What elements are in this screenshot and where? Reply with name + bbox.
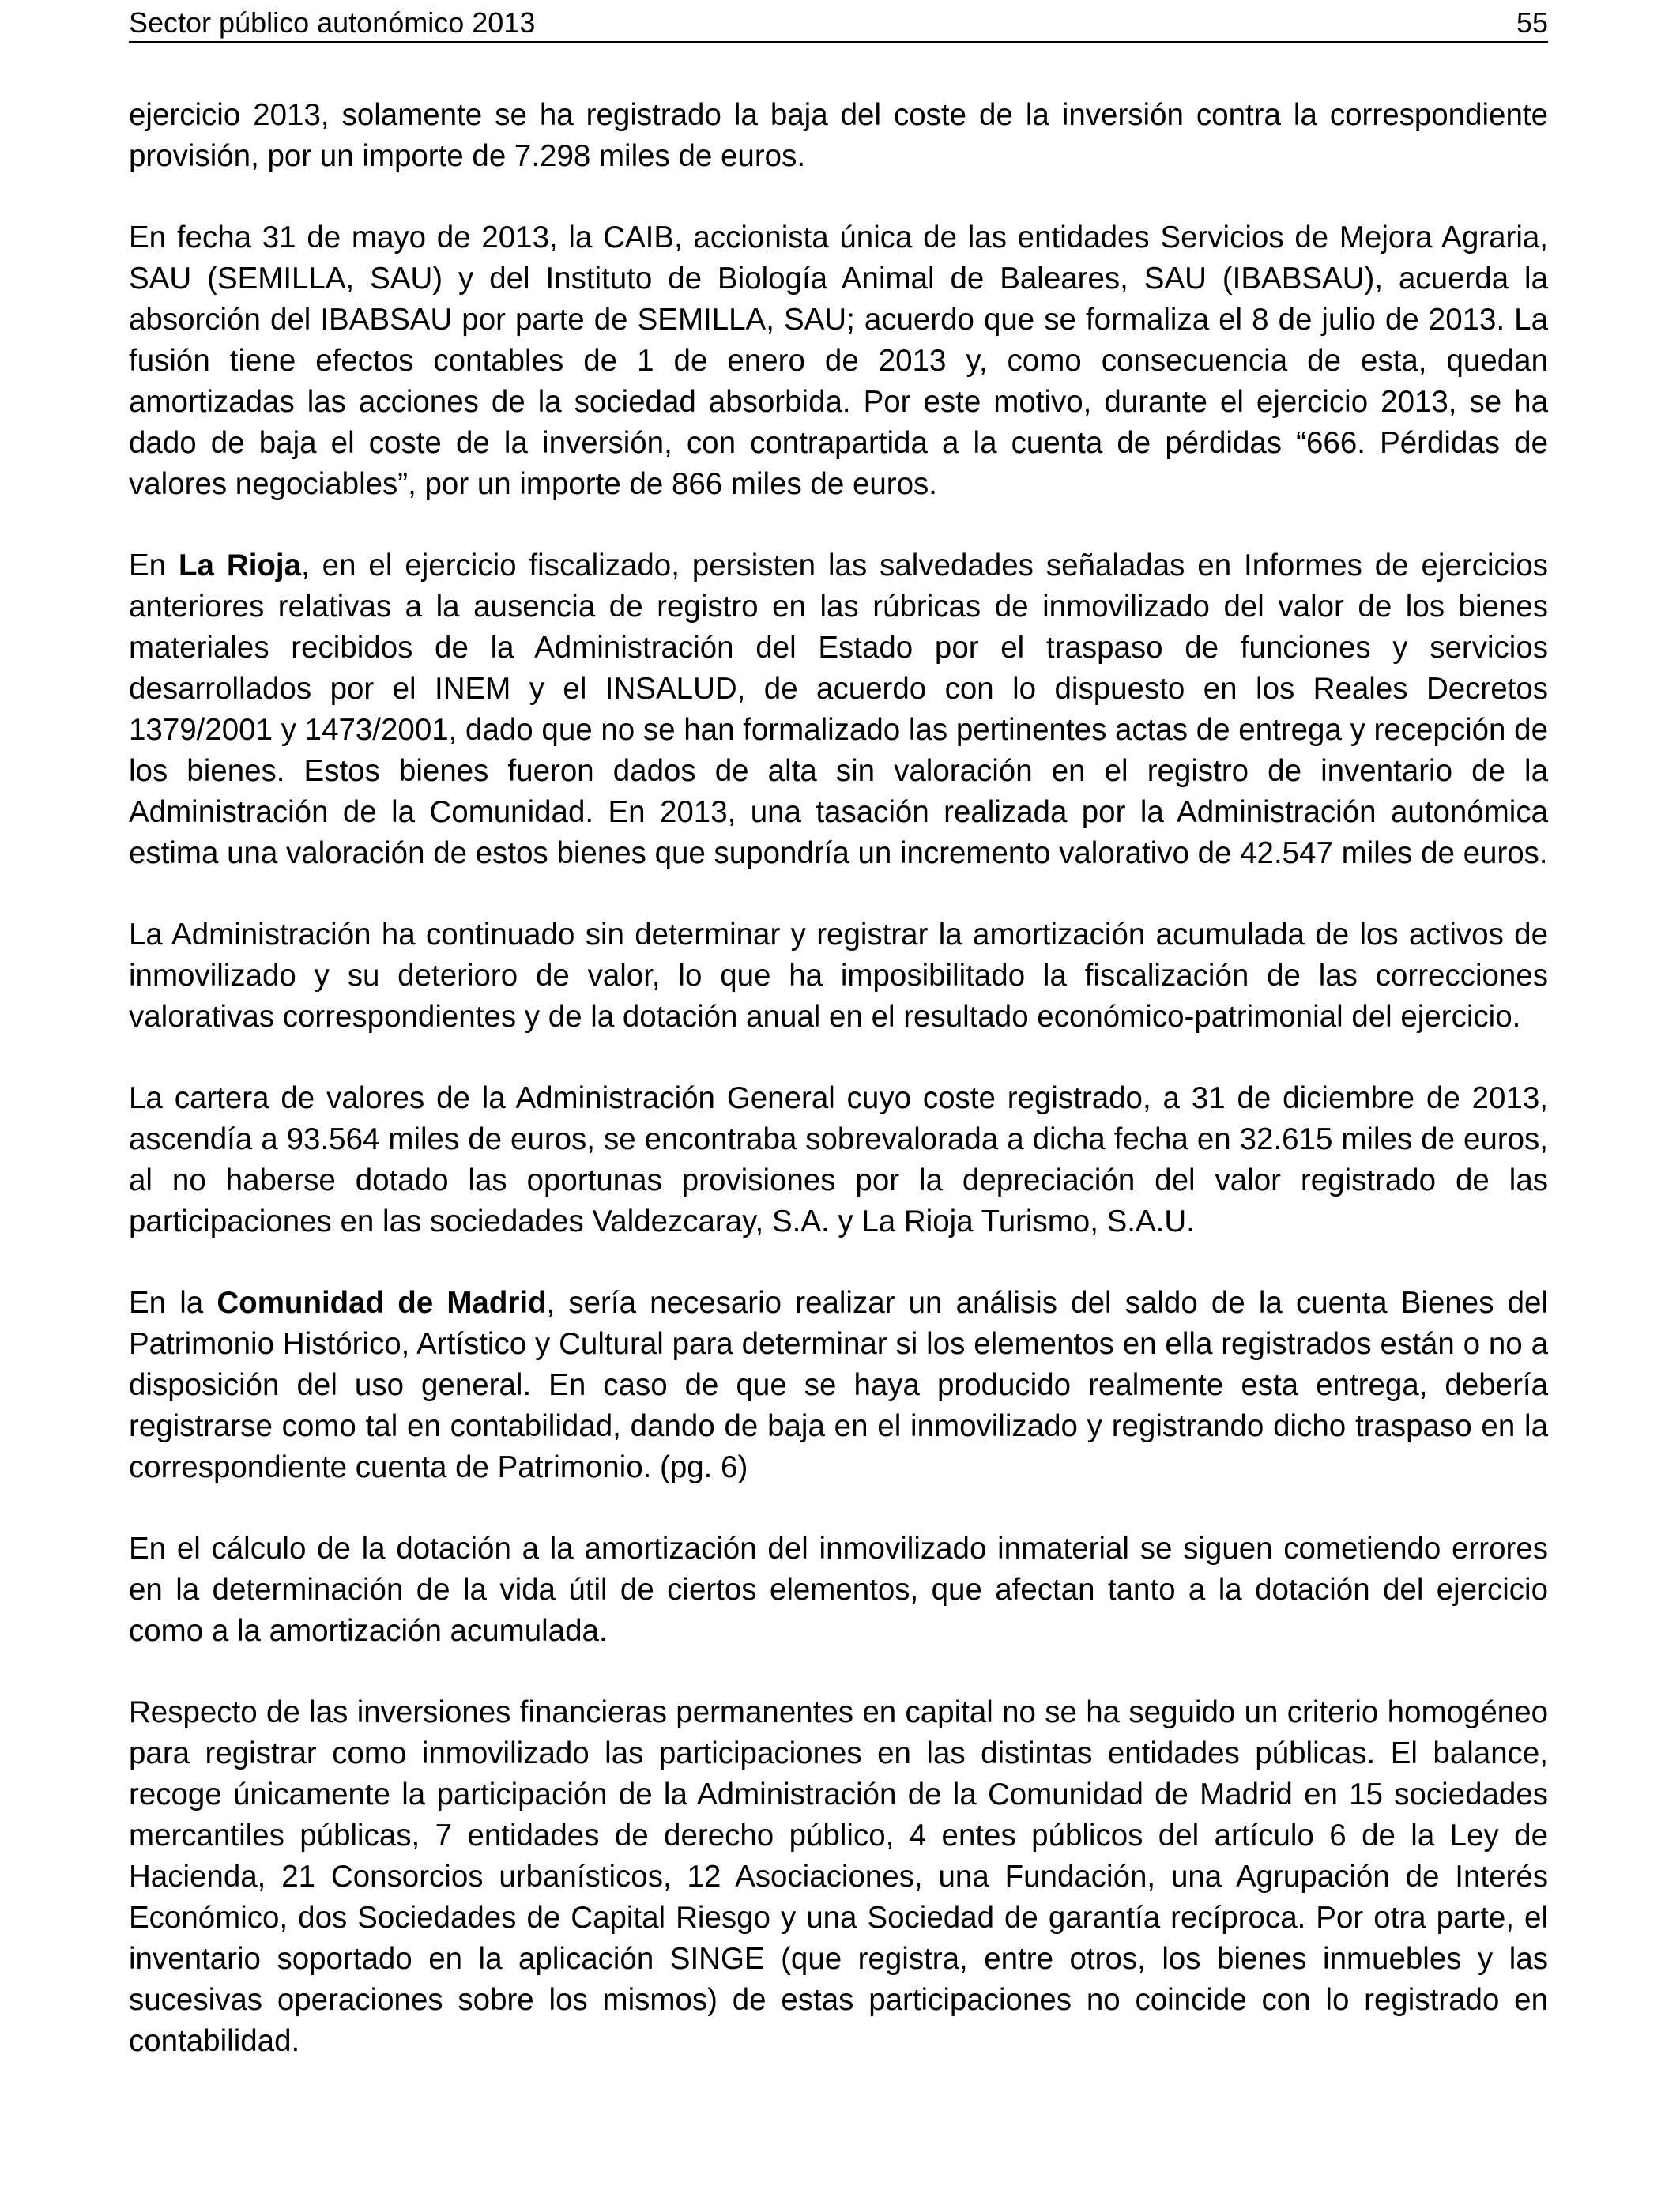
paragraph-6-text: , sería necesario realizar un análisis del saldo de la cuenta Bienes del Patrimonio Histórico, Artístico y Cultural para determinar si los elementos en ella registrados están o no a disposición del uso general. En caso de que se haya producido realmente esta entrega, debería registrarse como tal en contabilidad, dando de baja en el inmovilizado y registrando dicho traspaso en la correspondiente cuenta de Patrimonio. (pg. 6) [129, 1286, 1548, 1484]
paragraph-2: En fecha 31 de mayo de 2013, la CAIB, accionista única de las entidades Servicios de Mejora Agraria, SAU (SEMILLA, SAU) y del Instituto de Biología Animal de Baleares, SAU (IBABSAU), acuerda la absorción del IBABSAU por parte de SEMILLA, SAU; acuerdo que se formaliza el 8 de julio de 2013. La fusión tiene efectos contables de 1 de enero de 2013 y, como consecuencia de esta, quedan amortizadas las acciones de la sociedad absorbida. Por este motivo, durante el ejercicio 2013, se ha dado de baja el coste de la inversión, con contrapartida a la cuenta de pérdidas “666. Pérdidas de valores negociables”, por un importe de 866 miles de euros. [129, 221, 1548, 501]
paragraph-3 [129, 545, 1548, 874]
body-text [129, 95, 1548, 2102]
paragraph-6 [129, 1283, 1548, 1488]
paragraph-6-lead: En la [129, 1286, 217, 1320]
running-header [129, 5, 1548, 43]
paragraph-7: En el cálculo de la dotación a la amortización del inmovilizado inmaterial se siguen cometiendo errores en la determinación de la vida útil de ciertos elementos, que afectan tanto a la dotación del ejercicio como a la amortización acumulada. [129, 1532, 1548, 1648]
paragraph-3-lead: En [129, 548, 179, 582]
paragraph-8: Respecto de las inversiones financieras permanentes en capital no se ha seguido un criterio homogéneo para registrar como inmovilizado las participaciones en las distintas entidades públicas. El balance, recoge únicamente la participación de la Administración de la Comunidad de Madrid en 15 sociedades mercantiles públicas, 7 entidades de derecho público, 4 entes públicos del artículo 6 de la Ley de Hacienda, 21 Consorcios urbanísticos, 12 Asociaciones, una Fundación, una Agrupación de Interés Económico, dos Sociedades de Capital Riesgo y una Sociedad de garantía recíproca. Por otra parte, el inventario soportado en la aplicación SINGE (que registra, entre otros, los bienes inmuebles y las sucesivas operaciones sobre los mismos) de estas participaciones no coincide con lo registrado en contabilidad. [129, 1695, 1548, 2058]
paragraph-4: La Administración ha continuado sin determinar y registrar la amortización acumulada de los activos de inmovilizado y su deterioro de valor, lo que ha imposibilitado la fiscalización de las correcciones valorativas correspondientes y de la dotación anual en el resultado económico-patrimonial del ejercicio. [129, 918, 1548, 1034]
header-title: Sector público autonómico 2013 [129, 6, 536, 39]
region-comunidad-de-madrid: Comunidad de Madrid [217, 1286, 547, 1320]
paragraph-5: La cartera de valores de la Administración General cuyo coste registrado, a 31 de diciembre de 2013, ascendía a 93.564 miles de euros, se encontraba sobrevalorada a dicha fecha en 32.615 miles de euros, al no haberse dotado las oportunas provisiones por la depreciación del valor registrado de las participaciones en las sociedades Valdezcaray, S.A. y La Rioja Turismo, S.A.U. [129, 1081, 1548, 1238]
paragraph-1: ejercicio 2013, solamente se ha registrado la baja del coste de la inversión contra la correspondiente provisión, por un importe de 7.298 miles de euros. [129, 98, 1548, 173]
region-la-rioja: La Rioja [179, 548, 302, 582]
paragraph-3-text: , en el ejercicio fiscalizado, persisten las salvedades señaladas en Informes de ejercicios anteriores relativas a la ausencia de registro en las rúbricas de inmovilizado del valor de los bienes materiales recibidos de la Administración del Estado por el traspaso de funciones y servicios desarrollados por el INEM y el INSALUD, de acuerdo con lo dispuesto en los Reales Decretos 1379/2001 y 1473/2001, dado que no se han formalizado las pertinentes actas de entrega y recepción de los bienes. Estos bienes fueron dados de alta sin valoración en el registro de inventario de la Administración de la Comunidad. En 2013, una tasación realizada por la Administración autonómica estima una valoración de estos bienes que supondría un incremento valorativo de 42.547 miles de euros. [129, 548, 1548, 870]
page-number: 55 [1516, 6, 1548, 39]
